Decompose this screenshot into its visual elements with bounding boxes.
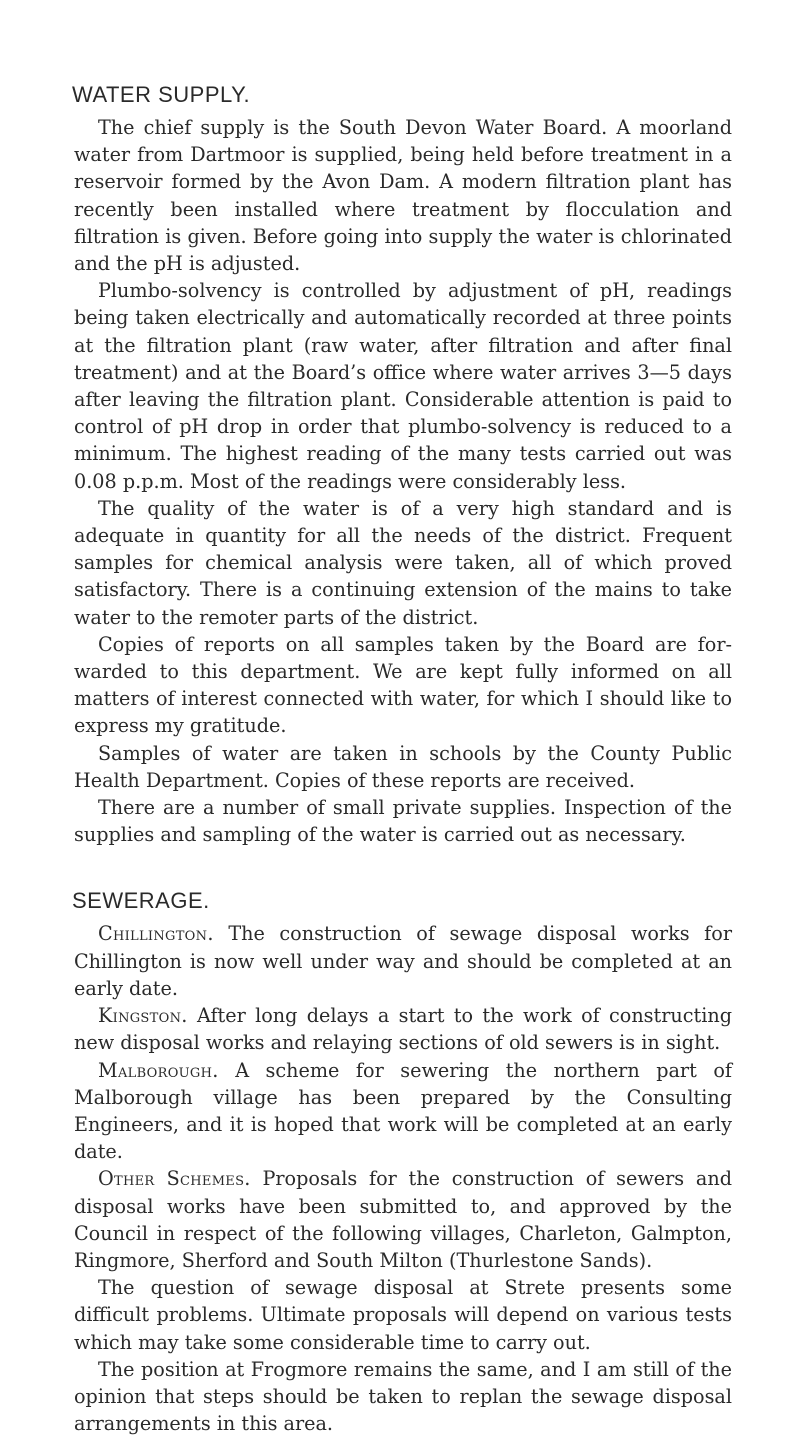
- kingston-subheading: Kingston.: [98, 1004, 188, 1028]
- water-supply-paragraph: There are a number of small private supplies. Inspection of the supplies and sampling of the water is carried out as necessary.: [74, 796, 732, 847]
- water-supply-paragraph: The quality of the water is of a very high standard and is adequate in quantity for all the needs of the district. Frequent samples for chemical analysis were taken, all of which proved satisfactory. There is a continuing extension of the mains to take water to the remoter parts of the district.: [74, 496, 732, 629]
- malborough-subheading: Malborough.: [98, 1058, 219, 1082]
- sewerage-heading: SEWERAGE.: [72, 888, 210, 914]
- other-schemes-text: Proposals for the construction of sewers and disposal works have been submitted to, and approved by the Council in respect of the following villages, Charleton, Galmpton, Ringmore, Sherford and South Milton (Thurlestone Sands).: [74, 1167, 732, 1272]
- malborough-text: A scheme for sewering the northern part of Malborough village has been prepared by the Consulting Engineers, and it is hoped that work will be completed at an early date.: [74, 1058, 732, 1164]
- frogmore-paragraph: The position at Frogmore remains the same, and I am still of the opinion that steps should be taken to replan the sewage disposal arrangements in this area.: [74, 1357, 732, 1436]
- chillington-text: The construction of sewage disposal works for Chillington is now well under way and should be completed at an early date.: [74, 922, 732, 1000]
- water-supply-paragraph: Samples of water are taken in schools by the County Public Health Department. Copies of these reports are received.: [74, 741, 732, 792]
- other-schemes-paragraph: [74, 1165, 732, 1274]
- water-supply-paragraph: Plumbo-solvency is controlled by adjustment of pH, readings being taken electrically and automatically recorded at three points at the filtration plant (raw water, after filtration and after final treatment) and at the Board’s office where water arrives 3—5 days after leaving the filtration plant. Considerable attention is paid to control of pH drop in order that plumbo-solvency is reduced to a minimum. The highest reading of the many tests carried out was 0.08 p.p.m. Most of the readings were considerably less.: [74, 279, 732, 493]
- other-schemes-subheading: Other Schemes.: [98, 1167, 251, 1191]
- kingston-text: After long delays a start to the work of constructing new disposal works and relaying sections of old sewers is in sight.: [74, 1004, 732, 1055]
- strete-paragraph: The question of sewage disposal at Strete presents some difficult problems. Ultimate proposals will depend on various tests which may take some considerable time to carry out.: [74, 1276, 732, 1354]
- water-supply-paragraph: The chief supply is the South Devon Water Board. A moorland water from Dartmoor is supplied, being held before treatment in a reservoir formed by the Avon Dam. A modern filtration plant has recently been installed where treatment by flocculation and filtration is given. Before going into supply the water is chlorinated and the pH is adjusted.: [74, 116, 732, 276]
- chillington-paragraph: [74, 920, 732, 1002]
- water-supply-heading: WATER SUPPLY.: [72, 82, 251, 107]
- chillington-subheading: Chillington.: [98, 922, 214, 946]
- malborough-paragraph: [74, 1057, 732, 1166]
- water-supply-paragraph: Copies of reports on all samples taken by the Board are forwarded to this department. We are kept fully informed on all matters of interest connected with water, for which I should like to express my gratitude.: [74, 632, 732, 738]
- kingston-paragraph: [74, 1002, 732, 1056]
